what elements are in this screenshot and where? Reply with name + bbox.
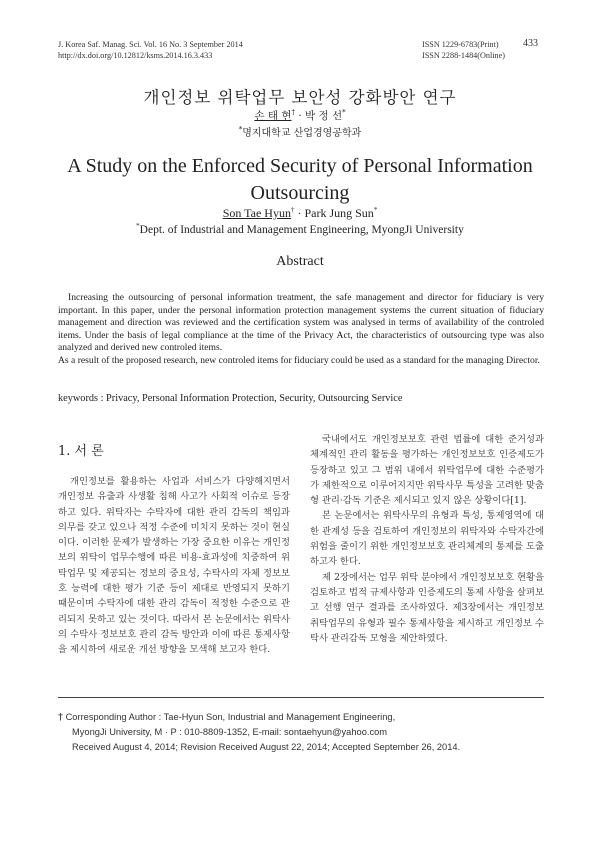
footnote-line-3: Received August 4, 2014; Revision Received August 22, 2014; Accepted September 26, 2014. — [72, 742, 461, 752]
dagger-mark: † — [58, 712, 63, 723]
korean-affiliation-mark: * — [238, 125, 243, 134]
footnote-line-1 — [58, 710, 558, 725]
keywords-line — [58, 393, 544, 404]
english-title: A Study on the Enforced Security of Personal Information Outsourcing — [67, 155, 533, 204]
korean-author-2-mark: * — [342, 108, 346, 117]
korean-affiliation-text: 명지대학교 산업경영공학과 — [242, 128, 362, 139]
english-author-1-mark: † — [290, 206, 295, 214]
korean-author-2: 박 정 선 — [305, 110, 343, 122]
korean-author-1: 손 태 현 — [254, 110, 292, 122]
english-author-2-mark: * — [373, 206, 378, 214]
footnote-line-2: MyongJi University, M · P : 010-8809-1352, E-mail: sontaehyun@yahoo.com — [72, 727, 388, 737]
english-affiliation-text: Dept. of Industrial and Management Engineering, MyongJi University — [139, 223, 464, 236]
abstract-paragraph-1: Increasing the outsourcing of personal information treatment, the safe management and director for fiduciary is very important. In this paper, under the personal information protection management systems the current situation of fiduciary management and direction was reviewed and the certification system was analysed in terms of availability of the controled items. Under the basis of legal compliance at the time of the Privacy Act, the characteristics of outsourcing type was also analyzed and derived new controled items. — [58, 292, 544, 354]
journal-citation: J. Korea Saf. Manag. Sci. Vol. 16 No. 3 September 2014 — [58, 40, 243, 49]
issn-online: ISSN 2288-1484(Online) — [422, 51, 506, 60]
page-number: 433 — [523, 38, 538, 49]
keywords-list: Privacy, Personal Information Protection, Security, Outsourcing Service — [106, 393, 403, 404]
section-heading-introduction: 1. 서 론 — [58, 444, 104, 459]
english-affiliation-mark: * — [136, 222, 140, 230]
english-authors — [0, 206, 600, 221]
english-author-separator: · — [297, 206, 302, 220]
body-paragraph: 개인정보를 활용하는 사업과 서비스가 다양해지면서 개인정보 유출과 사생활 침해 사고가 사회적 이슈로 등장하고 있다. 위탁자는 수탁자에 대한 관리 감독의 책임과 의무를 갖고 있으나 적정 수준에 미치지 못하는 것이 현실이다. 이러한 문제가 발생하는 가장 중요한 이유는 개인정보의 위탁이 업무수행에 따른 비용-효과성에 치중하여 위탁업무 및 제공되는 정보의 중요성, 수탁사의 자체 정보보호 능력에 대한 평가 기준 등이 제대로 반영되지 못하기 때문이며 수탁자에 대한 관리 감독이 적정한 수준으로 관리되지 못하고 있는 것이다. 따라서 본 논문에서는 위탁사의 수탁사 정보보호 관리 감독 방안과 이에 따른 통제사항을 제시하여 새로운 개선 방향을 모색해 보고자 한다. — [58, 476, 290, 656]
keywords-label: keywords : — [58, 393, 107, 404]
doi-link[interactable]: http://dx.doi.org/10.12812/ksms.2014.16.3.433 — [58, 51, 213, 60]
korean-author-1-mark: † — [291, 108, 295, 117]
body-paragraph: 본 논문에서는 위탁사무의 유형과 특성, 통제영역에 대한 관계성 등을 검토하여 개인정보의 위탁자와 수탁자간에 위험을 줄이기 위한 개인정보보호 관리체계의 통제를 도출하고자 한다. — [310, 510, 544, 568]
body-paragraph: 국내에서도 개인정보보호 관련 법률에 대한 준거성과 체계적인 관리 활동을 평가하는 개인정보보호 인증제도가 등장하고 있고 그 범위 내에서 위탁업무에 대한 수준평가가 제한적으로 이루어지지만 위탁사무 특성을 고려한 맞춤형 관리·감독 기준은 제시되고 있지 않은 상황이다[1]. — [310, 434, 544, 507]
english-author-2: Park Jung Sun — [304, 206, 374, 220]
body-column-right — [310, 432, 544, 646]
korean-title: 개인정보 위탁업무 보안성 강화방안 연구 — [143, 88, 457, 107]
footnote-divider — [58, 697, 544, 698]
english-author-1: Son Tae Hyun — [222, 206, 291, 220]
abstract-paragraph-2: As a result of the proposed research, new controled items for fiduciary could be used as a standard for the managing Director. — [58, 354, 540, 366]
abstract-body — [58, 292, 544, 368]
body-column-left — [58, 474, 290, 658]
english-affiliation — [0, 222, 600, 236]
body-paragraph: 제 2장에서는 업무 위탁 분야에서 개인정보보호 현황을 검토하고 법적 규제사항과 인증제도의 통제 사항을 살펴보고 선행 연구 결과를 조사하였다. 제3장에서는 개인정보 취탁업무의 유형과 필수 통제사항을 제시하고 개인정보 수탁사 관리감독 모형을 제안하였다. — [310, 571, 544, 644]
korean-author-separator: · — [298, 110, 302, 122]
corresponding-author: Corresponding Author : Tae-Hyun Son, Industrial and Management Engineering, — [65, 712, 396, 722]
footnote — [58, 710, 558, 755]
korean-affiliation — [0, 124, 600, 139]
korean-authors — [0, 108, 600, 123]
abstract-heading: Abstract — [276, 254, 324, 269]
issn-print: ISSN 1229-6783(Print) — [422, 40, 499, 49]
